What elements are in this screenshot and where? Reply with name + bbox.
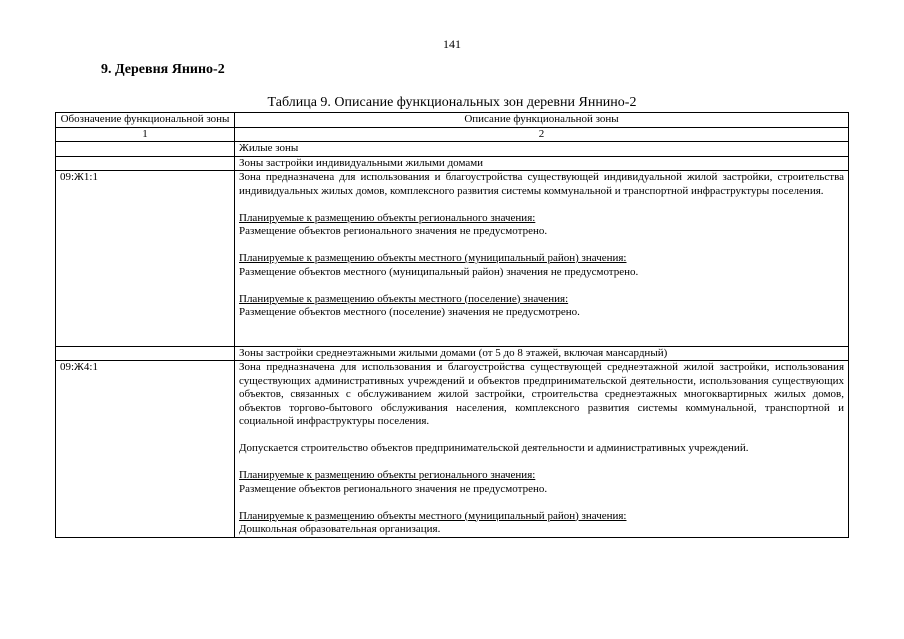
regional-objects-text: Размещение объектов регионального значения не предусмотрено. — [239, 225, 548, 237]
zone-code: 09:Ж1:1 — [56, 171, 235, 347]
table-row — [56, 346, 849, 361]
municipal-objects-title: Планируемые к размещению объекты местного (муниципальный район) значения: — [239, 509, 627, 522]
regional-objects-title: Планируемые к размещению объекты регионального значения: — [239, 469, 536, 481]
table-row — [56, 156, 849, 171]
regional-objects-text: Размещение объектов регионального значения не предусмотрено. — [239, 482, 548, 495]
regional-objects-title: Планируемые к размещению объекты регионального значения: — [239, 211, 536, 224]
empty-cell — [56, 346, 235, 361]
zone-description-cell — [235, 361, 849, 538]
group-residential: Жилые зоны — [235, 142, 849, 157]
table-row — [56, 171, 849, 347]
zone-description-cell — [235, 171, 849, 347]
table-row — [56, 361, 849, 538]
index-col2: 2 — [235, 127, 849, 142]
settlement-objects-title: Планируемые к размещению объекты местного (поселение) значения: — [239, 292, 569, 305]
municipal-objects-text: Размещение объектов местного (муниципальный район) значения не предусмотрено. — [239, 265, 639, 278]
empty-cell — [56, 142, 235, 157]
group-individual-houses: Зоны застройки индивидуальными жилыми домами — [235, 156, 849, 171]
zones-table — [55, 112, 849, 538]
table-header-row — [56, 113, 849, 128]
group-midrise-houses: Зоны застройки среднеэтажными жилыми домами (от 5 до 8 этажей, включая мансардный) — [235, 346, 849, 361]
table-caption: Таблица 9. Описание функциональных зон деревни Яннино-2 — [267, 95, 637, 110]
table-row — [56, 142, 849, 157]
zone-description: Зона предназначена для использования и благоустройства существующей индивидуальной жилой застройки, строительства индивидуальных жилых домов, комплексного развития системы коммунальной и транспортной инфраструктуры поселения. — [239, 171, 844, 197]
header-designation: Обозначение функциональной зоны — [56, 113, 235, 128]
zone-description: Зона предназначена для использования и благоустройства существующей среднеэтажной жилой застройки, использования существующих административных учреждений и объектов предпринимательской деятельности, использования существующих объектов, связанных с обслуживанием жилой застройки, строительства среднеэтажных многоквартирных жилых домов, объектов торгово-бытового обслуживания населения, комплексного развития системы коммунальной, транспортной и социальной инфраструктуры поселения. — [239, 361, 844, 427]
page-number: 141 — [443, 37, 461, 51]
empty-cell — [56, 156, 235, 171]
section-heading: 9. Деревня Янино-2 — [101, 62, 225, 77]
settlement-objects-text: Размещение объектов местного (поселение) значения не предусмотрено. — [239, 306, 580, 318]
table-index-row — [56, 127, 849, 142]
permitted-construction-text: Допускается строительство объектов предпринимательской деятельности и административных учреждений. — [239, 442, 749, 454]
municipal-objects-text: Дошкольная образовательная организация. — [239, 523, 441, 535]
index-col1: 1 — [56, 127, 235, 142]
zone-code: 09:Ж4:1 — [56, 361, 235, 538]
municipal-objects-title: Планируемые к размещению объекты местного (муниципальный район) значения: — [239, 252, 627, 264]
header-description: Описание функциональной зоны — [235, 113, 849, 128]
